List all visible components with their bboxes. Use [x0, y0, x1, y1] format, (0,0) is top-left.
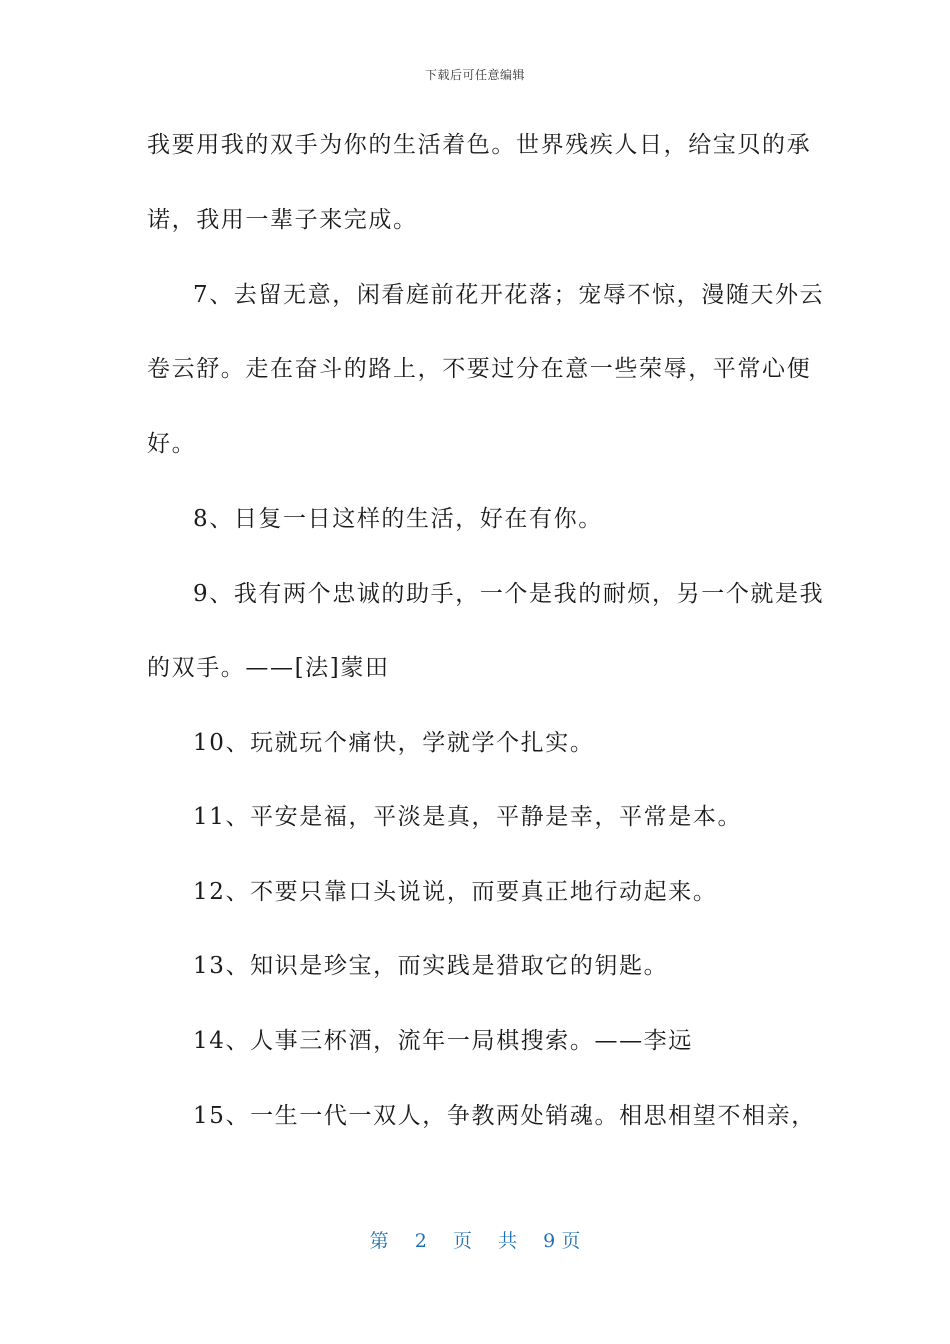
footer-total-label: 共	[498, 1230, 518, 1252]
text-line: 13、知识是珍宝，而实践是猎取它的钥匙。	[193, 953, 669, 979]
text-line: 卷云舒。走在奋斗的路上，不要过分在意一些荣辱，平常心便	[147, 356, 812, 382]
footer-total-pages: 9	[543, 1230, 556, 1252]
text-line: 我要用我的双手为你的生活着色。世界残疾人日，给宝贝的承	[147, 132, 812, 158]
page-header-note: 下载后可任意编辑	[424, 68, 525, 82]
text-line: 14、人事三杯酒，流年一局棋搜索。——李远	[193, 1028, 693, 1054]
footer-total-unit: 页	[561, 1230, 581, 1252]
footer-current-page: 2	[414, 1230, 427, 1252]
text-line: 15、一生一代一双人，争教两处销魂。相思相望不相亲，	[193, 1103, 816, 1129]
text-line: 7、去留无意，闲看庭前花开花落；宠辱不惊，漫随天外云	[193, 282, 825, 308]
footer-page-label: 第	[369, 1230, 389, 1252]
text-line: 12、不要只靠口头说说，而要真正地行动起来。	[193, 879, 718, 905]
page-footer	[0, 1226, 950, 1253]
text-line: 8、日复一日这样的生活，好在有你。	[193, 506, 603, 532]
text-line: 11、平安是福，平淡是真，平静是幸，平常是本。	[193, 804, 743, 830]
text-line: 的双手。——[法]蒙田	[147, 655, 390, 681]
text-line: 诺，我用一辈子来完成。	[147, 207, 418, 233]
text-line: 好。	[147, 431, 197, 457]
text-line: 9、我有两个忠诚的助手，一个是我的耐烦，另一个就是我	[193, 581, 825, 607]
text-line: 10、玩就玩个痛快，学就学个扎实。	[193, 730, 595, 756]
footer-page-unit: 页	[452, 1230, 472, 1252]
